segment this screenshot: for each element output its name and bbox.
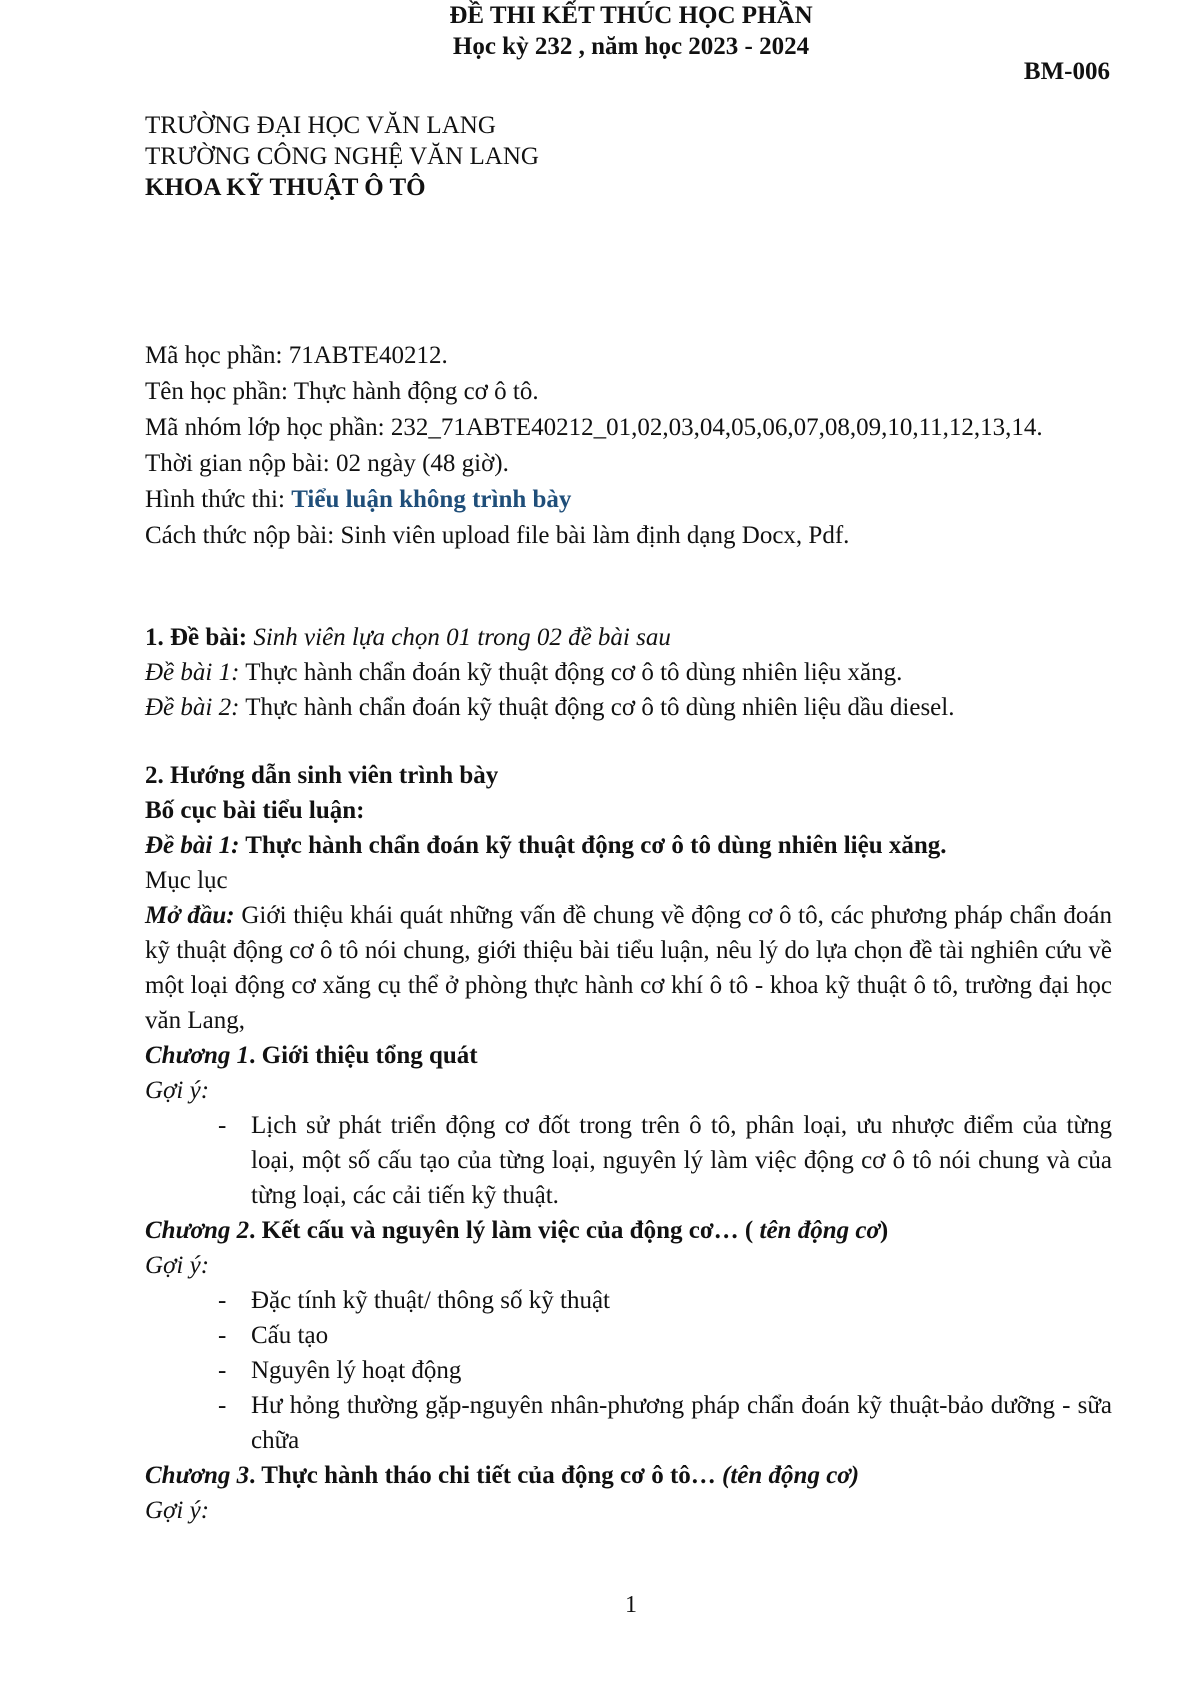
guide-topic [145,828,1112,863]
toc-label: Mục lục [145,867,228,894]
section1-number: 1. [145,624,170,651]
guide-topic-label: Đề bài 1: [145,832,240,859]
intro-label: Mở đầu: [145,902,235,929]
topic-2-label: Đề bài 2: [145,694,240,721]
intro-paragraph [145,898,1112,1038]
layout-heading: Bố cục bài tiểu luận: [145,797,365,824]
section-guidelines [145,758,1112,1528]
dash-marker: - [218,1322,227,1349]
exam-format-label: Hình thức thi: [145,486,292,513]
chapter-1-heading [145,1038,1112,1073]
dash-marker: - [218,1287,227,1314]
list-item [218,1388,1112,1458]
exam-format-value: Tiểu luận không trình bày [291,486,572,513]
submission-method: Cách thức nộp bài: Sinh viên upload file bài làm định dạng Docx, Pdf. [145,522,850,549]
submission-time: Thời gian nộp bài: 02 ngày (48 giờ). [145,450,509,477]
exam-format [145,482,1112,518]
dash-marker: - [218,1357,227,1384]
chapter-2-heading [145,1213,1112,1248]
list-item [218,1283,1112,1318]
list-item [218,1108,1112,1213]
chapter-1-hint: Gợi ý: [145,1077,210,1104]
list-item [218,1318,1112,1353]
course-name: Tên học phần: Thực hành động cơ ô tô. [145,378,539,405]
list-item-text: Nguyên lý hoạt động [251,1357,462,1384]
chapter-2-list [145,1283,1112,1458]
section2-heading: 2. Hướng dẫn sinh viên trình bày [145,762,499,789]
university-name: TRƯỜNG ĐẠI HỌC VĂN LANG [145,112,496,139]
chapter-1-label: Chương 1 [145,1042,250,1069]
chapter-1-title: . Giới thiệu tổng quát [249,1042,478,1069]
page-number: 1 [625,1592,637,1618]
topic-1-label: Đề bài 1: [145,659,240,686]
chapter-3-label: Chương 3 [145,1462,250,1489]
section-topics [145,620,1112,725]
exam-title [0,0,1200,62]
topic-1 [145,655,1112,690]
topic-2 [145,690,1112,725]
dash-marker: - [218,1392,227,1419]
list-item-text: Đặc tính kỹ thuật/ thông số kỹ thuật [251,1287,610,1314]
exam-title-main: ĐỀ THI KẾT THÚC HỌC PHẦN [449,2,813,29]
list-item-text: Cấu tạo [251,1322,329,1349]
chapter-2-engine: tên động cơ [759,1217,880,1244]
topic-1-text: Thực hành chẩn đoán kỹ thuật động cơ ô tô dùng nhiên liệu xăng. [239,659,903,686]
form-code: BM-006 [1023,58,1110,85]
chapter-3-hint: Gợi ý: [145,1497,210,1524]
guide-topic-text: Thực hành chẩn đoán kỹ thuật động cơ ô tô dùng nhiên liệu xăng. [239,832,947,859]
chapter-2-title: . Kết cấu và nguyên lý làm việc của động cơ… ( [249,1217,760,1244]
chapter-3-heading [145,1458,1112,1493]
exam-title-sub: Học kỳ 232 , năm học 2023 - 2024 [452,33,810,60]
section1-label: Đề bài: [170,624,248,651]
intro-text: Giới thiệu khái quát những vấn đề chung về động cơ ô tô, các phương pháp chẩn đoán kỹ thuật động cơ ô tô nói chung, giới thiệu bài tiểu luận, nêu lý do lựa chọn đề tài nghiên cứu về một loại động cơ xăng cụ thể ở phòng thực hành cơ khí ô tô - khoa kỹ thuật ô tô, trường đại học văn Lang, [145,902,1113,1034]
chapter-1-list [145,1108,1112,1213]
chapter-2-hint: Gợi ý: [145,1252,210,1279]
topic-2-text: Thực hành chẩn đoán kỹ thuật động cơ ô tô dùng nhiên liệu dầu diesel. [239,694,955,721]
section1-heading [145,620,1112,655]
section1-note: Sinh viên lựa chọn 01 trong 02 đề bài sau [247,624,671,651]
institution-header [145,110,1112,203]
school-name: TRƯỜNG CÔNG NGHỆ VĂN LANG [145,143,539,170]
list-item-text: Hư hỏng thường gặp-nguyên nhân-phương pháp chẩn đoán kỹ thuật-bảo dưỡng - sữa chữa [251,1392,1112,1454]
dash-marker: - [218,1112,227,1139]
chapter-3-engine: (tên động cơ) [722,1462,860,1489]
chapter-3-title: . Thực hành tháo chi tiết của động cơ ô tô… [249,1462,723,1489]
group-code: Mã nhóm lớp học phần: 232_71ABTE40212_01,02,03,04,05,06,07,08,09,10,11,12,13,14. [145,414,1043,441]
list-item [218,1353,1112,1388]
course-info [145,338,1112,554]
chapter-2-close: ) [879,1217,889,1244]
faculty-name: KHOA KỸ THUẬT Ô TÔ [145,174,426,201]
list-item-text: Lịch sử phát triển động cơ đốt trong trên ô tô, phân loại, ưu nhược điểm của từng loại, một số cấu tạo của từng loại, nguyên lý làm việc động cơ ô tô nói chung và của từng loại, các cải tiến kỹ thuật. [251,1112,1112,1209]
chapter-2-label: Chương 2 [145,1217,250,1244]
course-code: Mã học phần: 71ABTE40212. [145,342,448,369]
